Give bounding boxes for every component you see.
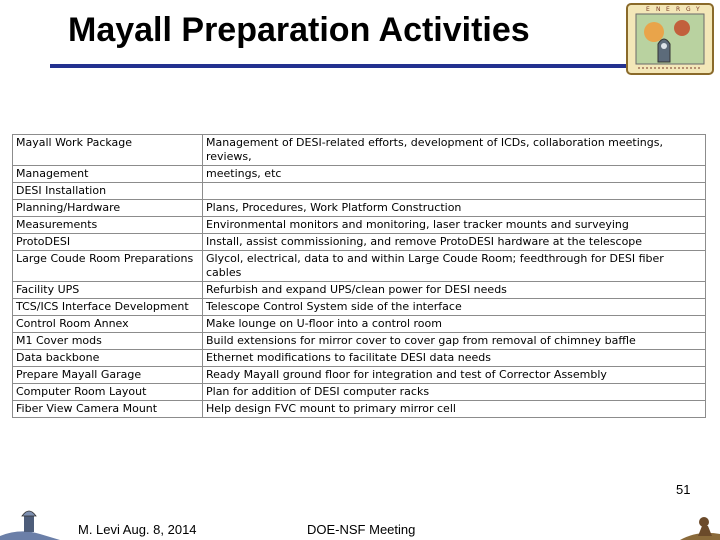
activity-name-cell: TCS/ICS Interface Development — [13, 299, 203, 316]
table-row — [13, 282, 706, 299]
energy-logo-icon — [624, 2, 716, 76]
activity-name-cell: Data backbone — [13, 350, 203, 367]
svg-text:E: E — [646, 6, 650, 13]
activities-table — [12, 134, 706, 418]
activity-name-cell: DESI Installation — [13, 183, 203, 200]
activity-name-cell: Large Coude Room Preparations — [13, 251, 203, 282]
activity-name-cell: Measurements — [13, 217, 203, 234]
activity-description-cell: Help design FVC mount to primary mirror cell — [203, 401, 706, 418]
activity-name-cell: Management — [13, 166, 203, 183]
activity-description-cell: Make lounge on U-floor into a control room — [203, 316, 706, 333]
activity-description-cell: Ethernet modifications to facilitate DESI data needs — [203, 350, 706, 367]
activity-description-cell: Glycol, electrical, data to and within Large Coude Room; feedthrough for DESI fiber cables — [203, 251, 706, 282]
svg-text:Y: Y — [696, 6, 700, 13]
footer-meeting: DOE-NSF Meeting — [307, 522, 416, 537]
table-row — [13, 135, 706, 166]
activity-name-cell: Prepare Mayall Garage — [13, 367, 203, 384]
activity-name-cell: Control Room Annex — [13, 316, 203, 333]
activity-description-cell: Telescope Control System side of the interface — [203, 299, 706, 316]
activity-description-cell: Management of DESI-related efforts, development of ICDs, collaboration meetings, reviews, — [203, 135, 706, 166]
table-row — [13, 166, 706, 183]
table-row — [13, 234, 706, 251]
table-row — [13, 251, 706, 282]
activity-description-cell: Install, assist commissioning, and remove ProtoDESI hardware at the telescope — [203, 234, 706, 251]
observatory-cartoon-icon — [0, 500, 60, 540]
table-row — [13, 183, 706, 200]
activity-description-cell: Ready Mayall ground floor for integration and test of Corrector Assembly — [203, 367, 706, 384]
activity-name-cell: M1 Cover mods — [13, 333, 203, 350]
activity-name-cell: Computer Room Layout — [13, 384, 203, 401]
page-number: 51 — [676, 482, 691, 497]
table-row — [13, 217, 706, 234]
activity-description-cell: Plan for addition of DESI computer racks — [203, 384, 706, 401]
activity-description-cell: Build extensions for mirror cover to cover gap from removal of chimney baffle — [203, 333, 706, 350]
activity-description-cell: meetings, etc — [203, 166, 706, 183]
table-row — [13, 350, 706, 367]
table-row — [13, 200, 706, 217]
activity-name-cell: Fiber View Camera Mount — [13, 401, 203, 418]
table-row — [13, 333, 706, 350]
table-row — [13, 367, 706, 384]
table-row — [13, 384, 706, 401]
table-row — [13, 401, 706, 418]
svg-text:E: E — [666, 6, 670, 13]
table-row — [13, 299, 706, 316]
figure-cartoon-icon — [680, 508, 720, 540]
svg-text:R: R — [676, 6, 681, 13]
activity-description-cell — [203, 183, 706, 200]
activity-name-cell: Facility UPS — [13, 282, 203, 299]
title-underline — [50, 64, 628, 68]
slide-title: Mayall Preparation Activities — [68, 11, 530, 49]
footer-author: M. Levi Aug. 8, 2014 — [78, 522, 197, 537]
activity-name-cell: Planning/Hardware — [13, 200, 203, 217]
table-body — [13, 135, 706, 418]
activity-description-cell: Plans, Procedures, Work Platform Construction — [203, 200, 706, 217]
activity-description-cell: Refurbish and expand UPS/clean power for DESI needs — [203, 282, 706, 299]
table-row — [13, 316, 706, 333]
activity-name-cell: ProtoDESI — [13, 234, 203, 251]
activity-name-cell: Mayall Work Package — [13, 135, 203, 166]
activity-description-cell: Environmental monitors and monitoring, laser tracker mounts and surveying — [203, 217, 706, 234]
svg-text:G: G — [686, 6, 691, 13]
svg-text:N: N — [656, 6, 661, 13]
